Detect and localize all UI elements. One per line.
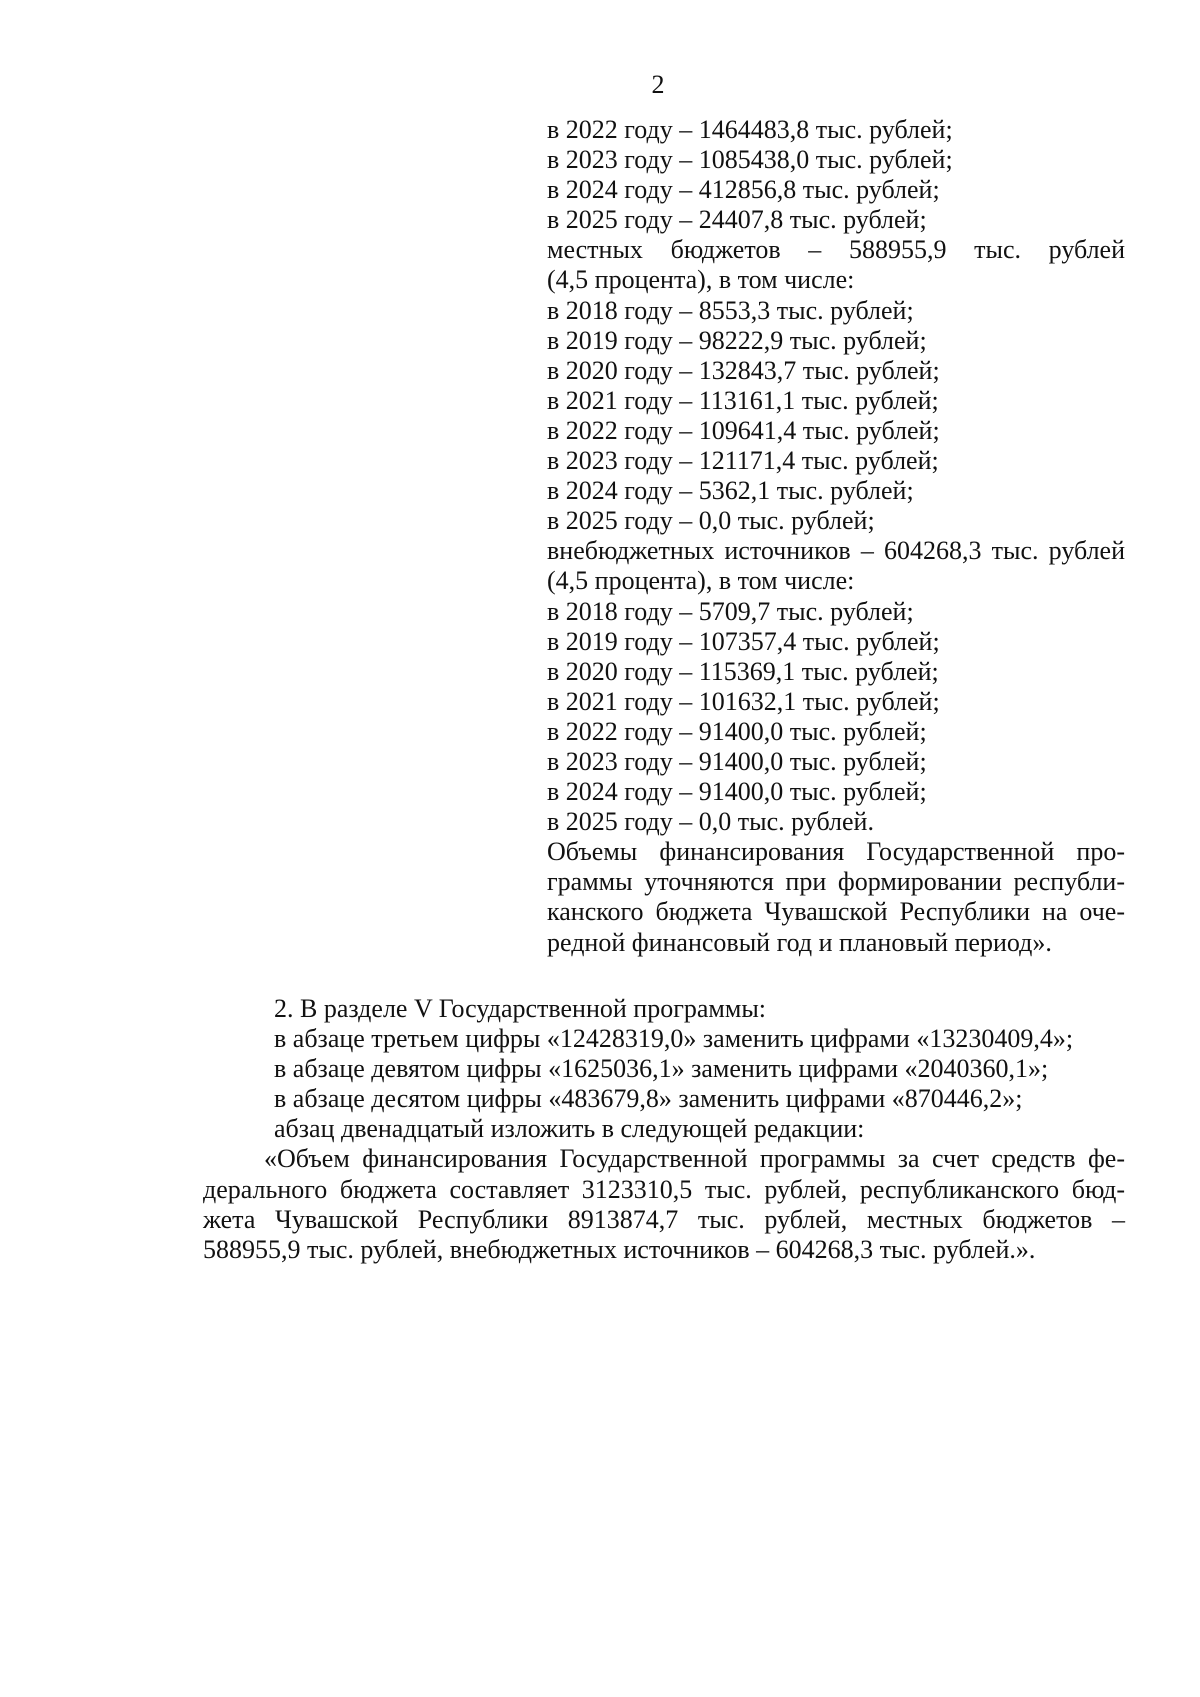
column-line: в 2022 году – 109641,4 тыс. рублей; <box>547 415 940 445</box>
column-line: в 2023 году – 91400,0 тыс. рублей; <box>547 746 927 776</box>
column-line: в 2025 году – 0,0 тыс. рублей; <box>547 506 875 536</box>
column-line: в 2018 году – 8553,3 тыс. рублей; <box>547 295 914 325</box>
column-line: в 2025 году – 24407,8 тыс. рублей; <box>547 205 927 235</box>
column-line: канского бюджета Чувашской Республики на оче- <box>547 897 1125 927</box>
quote-line: «Объем финансирования Государственной программы за счет средств фе- <box>264 1144 1125 1174</box>
column-line: в 2019 году – 107357,4 тыс. рублей; <box>547 626 940 656</box>
column-line: в 2023 году – 1085438,0 тыс. рублей; <box>547 145 953 175</box>
column-line: в 2024 году – 5362,1 тыс. рублей; <box>547 476 914 506</box>
column-line: в 2022 году – 1464483,8 тыс. рублей; <box>547 115 953 144</box>
column-line: в 2022 году – 91400,0 тыс. рублей; <box>547 716 927 746</box>
quote-line: жета Чувашской Республики 8913874,7 тыс. рублей, местных бюджетов – <box>203 1204 1125 1234</box>
column-line: в 2021 году – 101632,1 тыс. рублей; <box>547 686 940 716</box>
quote-line: дерального бюджета составляет 3123310,5 тыс. рублей, республиканского бюд- <box>203 1174 1125 1204</box>
column-line: в 2021 году – 113161,1 тыс. рублей; <box>547 385 939 415</box>
column-line: в 2023 году – 121171,4 тыс. рублей; <box>547 446 939 476</box>
column-line: в 2024 году – 412856,8 тыс. рублей; <box>547 175 940 205</box>
column-line: (4,5 процента), в том числе: <box>547 265 855 295</box>
column-line: (4,5 процента), в том числе: <box>547 566 855 596</box>
amendment-item: в абзаце десятом цифры «483679,8» заменить цифрами «870446,2»; <box>274 1084 1023 1114</box>
column-line: в 2020 году – 115369,1 тыс. рублей; <box>547 656 939 686</box>
column-line: в 2018 году – 5709,7 тыс. рублей; <box>547 596 914 626</box>
column-line: редной финансовый год и плановый период». <box>547 927 1052 957</box>
amendment-item: абзац двенадцатый изложить в следующей редакции: <box>274 1114 865 1144</box>
amendment-item: в абзаце девятом цифры «1625036,1» заменить цифрами «2040360,1»; <box>274 1054 1049 1084</box>
column-line: в 2024 году – 91400,0 тыс. рублей; <box>547 777 927 807</box>
column-line: в 2025 году – 0,0 тыс. рублей. <box>547 807 874 837</box>
amendment-item: в абзаце третьем цифры «12428319,0» заменить цифрами «13230409,4»; <box>274 1024 1074 1054</box>
section-2 <box>0 994 1200 1265</box>
column-line: граммы уточняются при формировании республи- <box>547 867 1125 897</box>
column-line: внебюджетных источников – 604268,3 тыс. рублей <box>547 536 1125 566</box>
quote-line: 588955,9 тыс. рублей, внебюджетных источников – 604268,3 тыс. рублей.». <box>203 1234 1036 1264</box>
column-line: местных бюджетов – 588955,9 тыс. рублей <box>547 235 1125 265</box>
column-line: в 2019 году – 98222,9 тыс. рублей; <box>547 325 927 355</box>
financing-column <box>547 115 1125 958</box>
column-line: в 2020 году – 132843,7 тыс. рублей; <box>547 355 940 385</box>
page-number: 2 <box>651 70 665 99</box>
section-heading: 2. В разделе V Государственной программы: <box>274 994 767 1023</box>
column-line: Объемы финансирования Государственной про- <box>547 837 1125 867</box>
